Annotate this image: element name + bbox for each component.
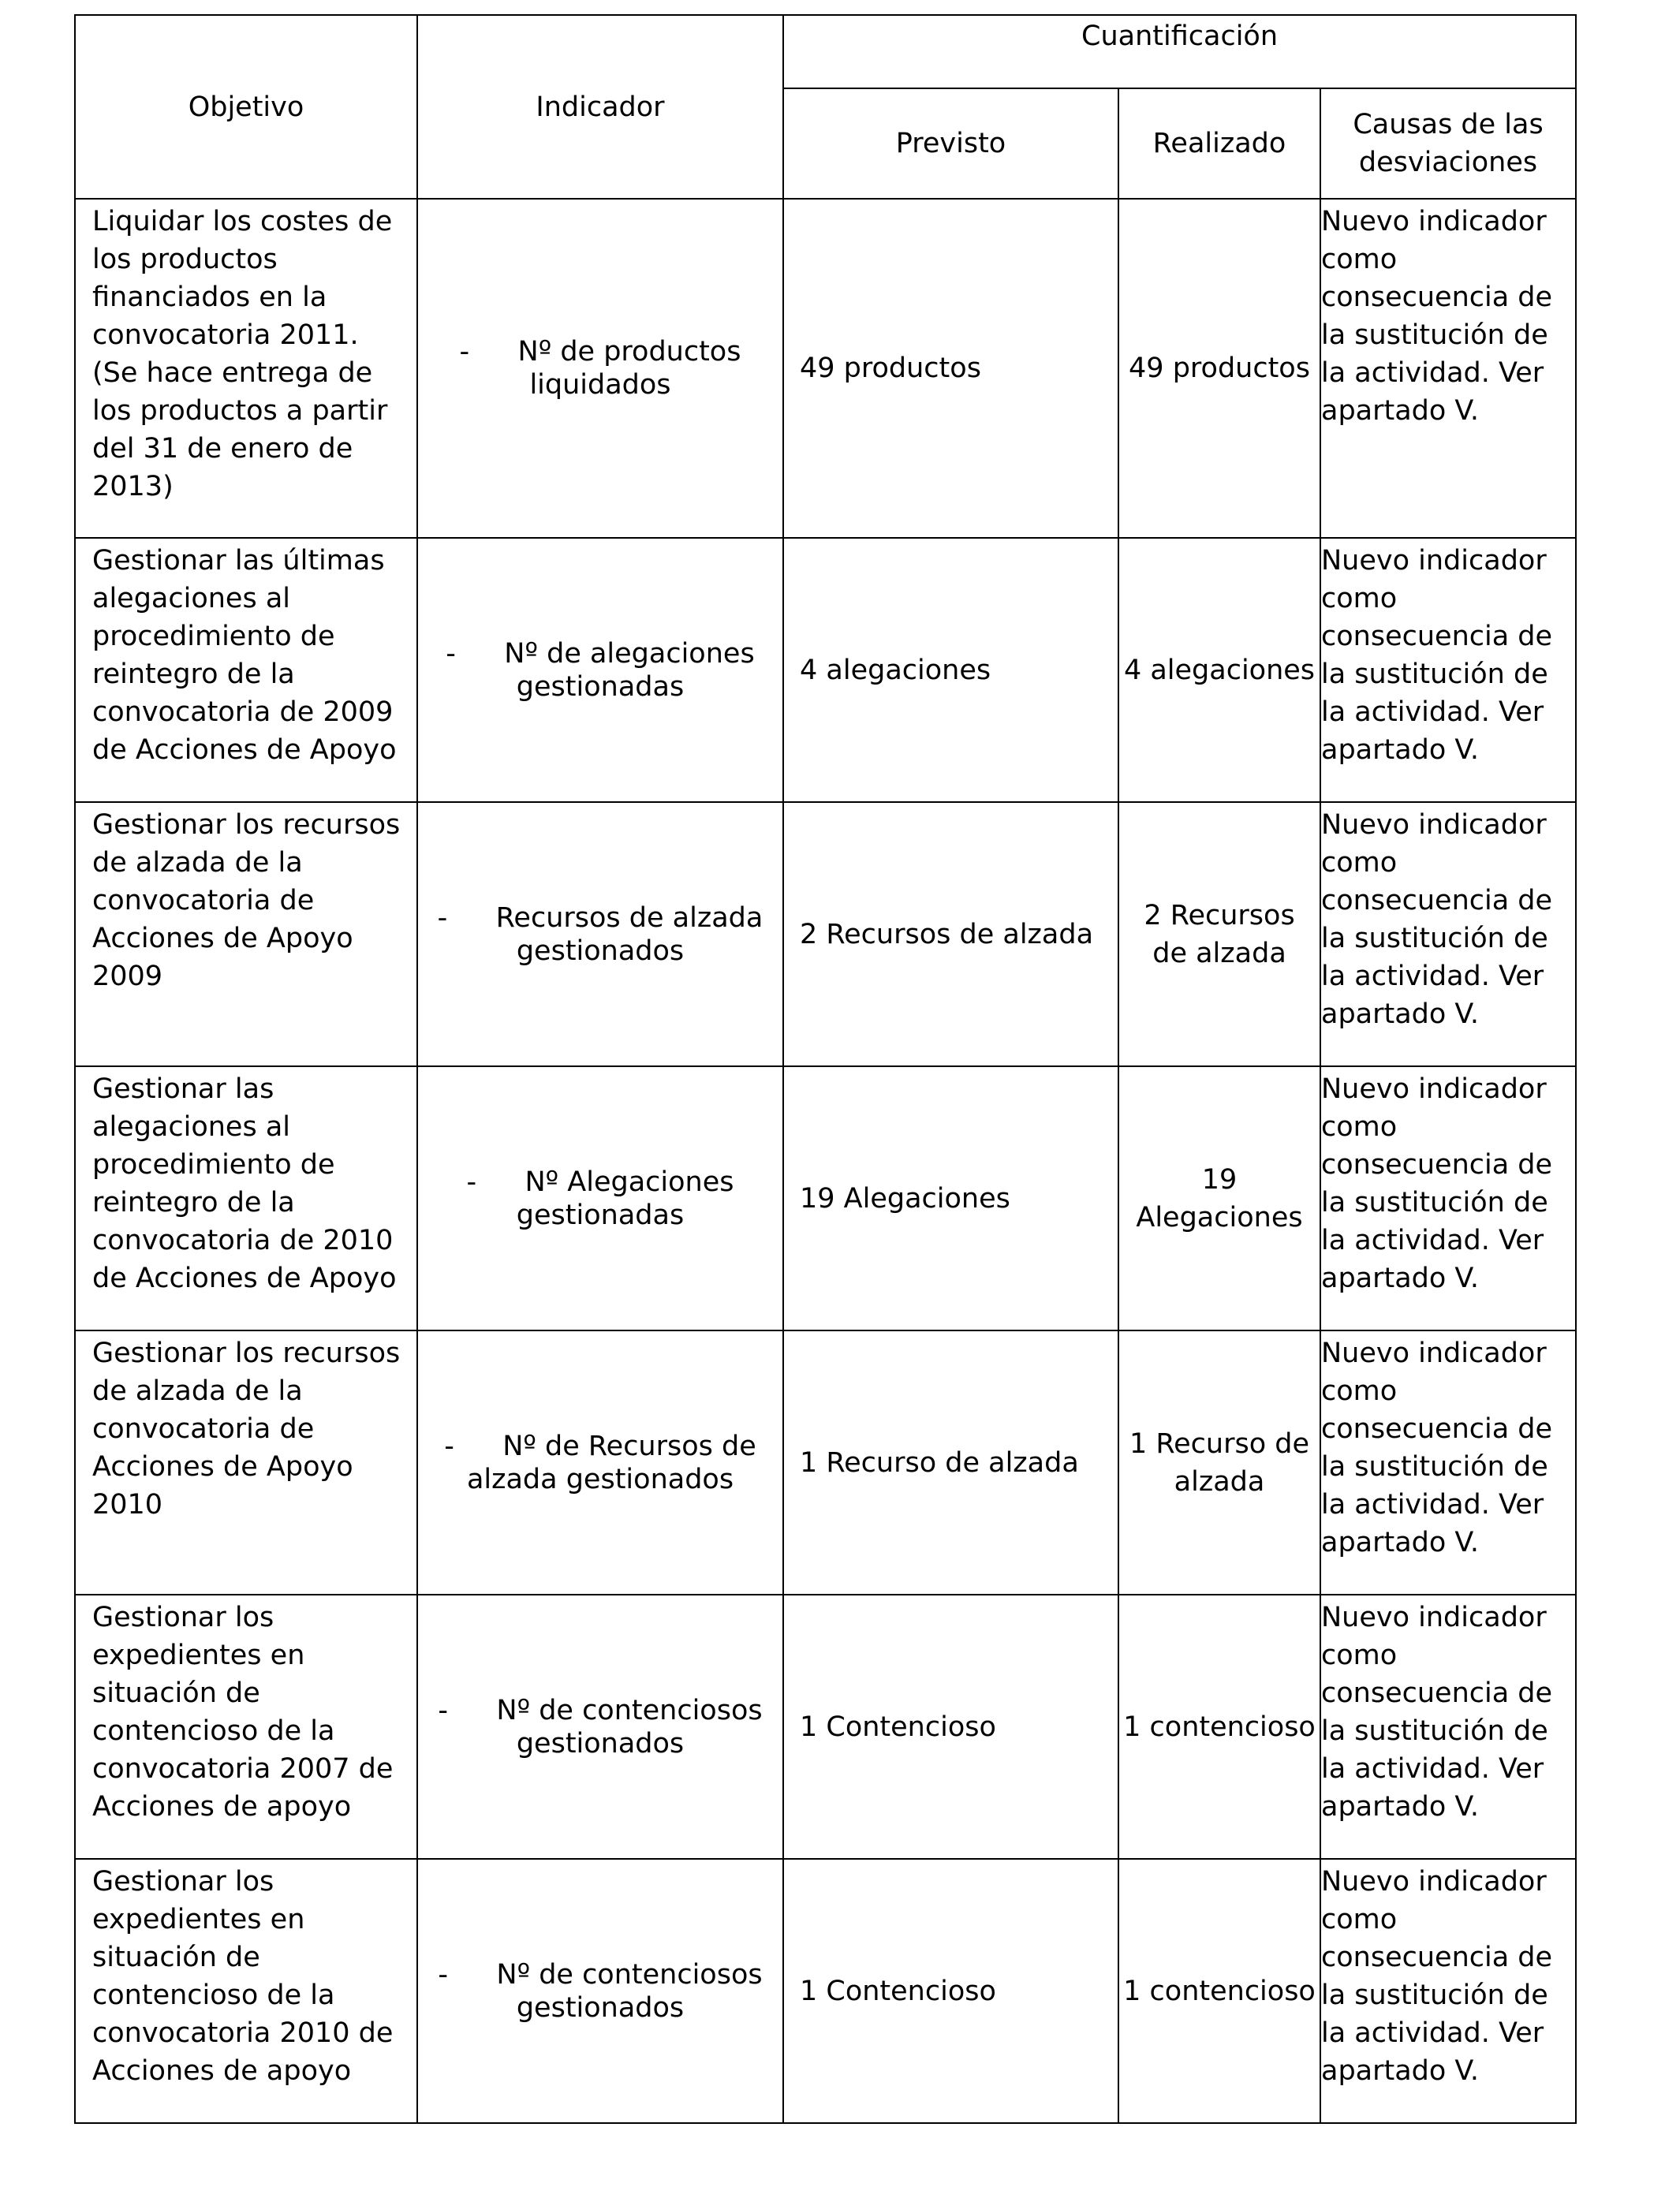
cell-indicador: [417, 199, 783, 538]
table-row: [75, 538, 1576, 802]
cell-objetivo: Gestionar las alegaciones al procedimiento de reintegro de la convocatoria de 2010 de Acciones de Apoyo: [75, 1066, 417, 1330]
table-row: [75, 1595, 1576, 1859]
header-indicador: Indicador: [417, 15, 783, 199]
cell-causas: Nuevo indicador como consecuencia de la sustitución de la actividad. Ver apartado V.: [1320, 1330, 1576, 1595]
cell-previsto: 1 Recurso de alzada: [783, 1330, 1118, 1595]
indicador-text: Nº Alegaciones gestionadas: [516, 1166, 734, 1231]
header-row-top: [75, 15, 1576, 88]
indicador-text: Nº de Recursos de alzada gestionados: [466, 1430, 756, 1495]
indicador-text: Nº de contenciosos gestionados: [496, 1694, 763, 1760]
cell-causas: Nuevo indicador como consecuencia de la sustitución de la actividad. Ver apartado V.: [1320, 802, 1576, 1066]
header-objetivo: Objetivo: [75, 15, 417, 199]
table-row: [75, 1330, 1576, 1595]
cell-causas: Nuevo indicador como consecuencia de la sustitución de la actividad. Ver apartado V.: [1320, 1595, 1576, 1859]
cell-realizado: 2 Recursos de alzada: [1118, 802, 1320, 1066]
cell-realizado: 1 contencioso: [1118, 1859, 1320, 2123]
objectives-table: [74, 14, 1577, 2124]
list-dash: -: [444, 1430, 454, 1462]
cell-indicador: [417, 1330, 783, 1595]
cell-indicador: [417, 538, 783, 802]
cell-previsto: 2 Recursos de alzada: [783, 802, 1118, 1066]
list-dash: -: [437, 901, 448, 934]
cell-objetivo: Liquidar los costes de los productos financiados en la convocatoria 2011. (Se hace entrega de los productos a partir del 31 de enero de 2013): [75, 199, 417, 538]
cell-previsto: 4 alegaciones: [783, 538, 1118, 802]
table-row: [75, 802, 1576, 1066]
cell-realizado: 4 alegaciones: [1118, 538, 1320, 802]
cell-realizado: 1 Recurso de alzada: [1118, 1330, 1320, 1595]
cell-objetivo: Gestionar los expedientes en situación de contencioso de la convocatoria 2010 de Acciones de apoyo: [75, 1859, 417, 2123]
indicador-text: Recursos de alzada gestionados: [495, 901, 763, 967]
list-dash: -: [466, 1166, 477, 1198]
cell-previsto: 1 Contencioso: [783, 1859, 1118, 2123]
cell-previsto: 1 Contencioso: [783, 1595, 1118, 1859]
cell-previsto: 19 Alegaciones: [783, 1066, 1118, 1330]
cell-indicador: [417, 1595, 783, 1859]
cell-causas: Nuevo indicador como consecuencia de la sustitución de la actividad. Ver apartado V.: [1320, 199, 1576, 538]
cell-previsto: 49 productos: [783, 199, 1118, 538]
indicador-text: Nº de alegaciones gestionadas: [504, 637, 755, 703]
cell-causas: Nuevo indicador como consecuencia de la sustitución de la actividad. Ver apartado V.: [1320, 538, 1576, 802]
table-row: [75, 1066, 1576, 1330]
cell-indicador: [417, 1859, 783, 2123]
cell-objetivo: Gestionar las últimas alegaciones al procedimiento de reintegro de la convocatoria de 2009 de Acciones de Apoyo: [75, 538, 417, 802]
cell-indicador: [417, 802, 783, 1066]
list-dash: -: [438, 1958, 449, 1991]
header-realizado: Realizado: [1118, 88, 1320, 199]
header-previsto: Previsto: [783, 88, 1118, 199]
cell-causas: Nuevo indicador como consecuencia de la sustitución de la actividad. Ver apartado V.: [1320, 1859, 1576, 2123]
cell-objetivo: Gestionar los expedientes en situación de contencioso de la convocatoria 2007 de Acciones de apoyo: [75, 1595, 417, 1859]
list-dash: -: [446, 637, 456, 670]
indicador-text: Nº de contenciosos gestionados: [496, 1958, 763, 2024]
list-dash: -: [459, 336, 470, 368]
cell-objetivo: Gestionar los recursos de alzada de la convocatoria de Acciones de Apoyo 2010: [75, 1330, 417, 1595]
table-row: [75, 199, 1576, 538]
cell-realizado: 49 productos: [1118, 199, 1320, 538]
header-causas: Causas de las desviaciones: [1320, 88, 1576, 199]
list-dash: -: [438, 1694, 449, 1726]
header-cuantificacion: Cuantificación: [783, 15, 1576, 88]
cell-indicador: [417, 1066, 783, 1330]
cell-objetivo: Gestionar los recursos de alzada de la convocatoria de Acciones de Apoyo 2009: [75, 802, 417, 1066]
cell-causas: Nuevo indicador como consecuencia de la sustitución de la actividad. Ver apartado V.: [1320, 1066, 1576, 1330]
cell-realizado: 19 Alegaciones: [1118, 1066, 1320, 1330]
cell-realizado: 1 contencioso: [1118, 1595, 1320, 1859]
indicador-text: Nº de productos liquidados: [517, 336, 741, 401]
table-row: [75, 1859, 1576, 2123]
